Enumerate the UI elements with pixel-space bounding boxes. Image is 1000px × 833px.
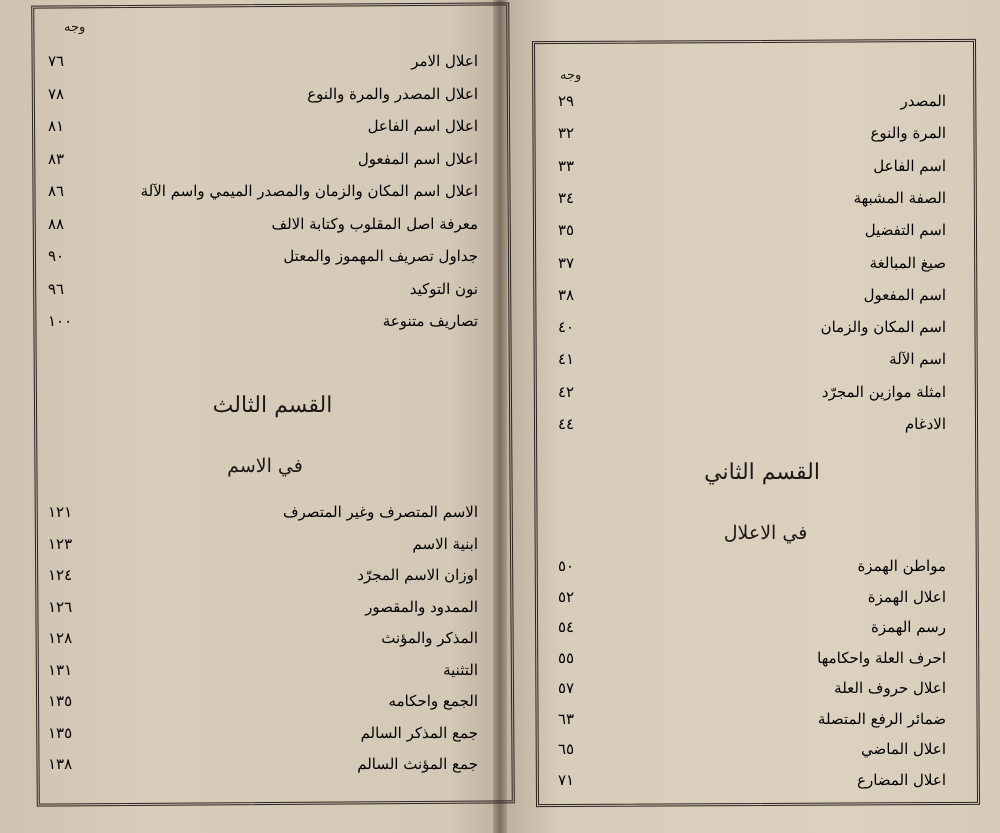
toc-entry-title: الاسم المتصرف وغير المتصرف	[282, 503, 478, 521]
toc-entry-page-number: ٥٥	[558, 648, 575, 667]
toc-entry-title: الادغام	[904, 415, 946, 433]
toc-entry-title: صيغ المبالغة	[869, 253, 946, 272]
toc-entry-page-number: ٩٠	[48, 247, 65, 265]
toc-entry-title: نون التوكيد	[409, 279, 478, 298]
page-header-label: وجه	[560, 68, 582, 83]
toc-entry	[558, 157, 946, 175]
toc-entry	[48, 117, 478, 135]
toc-entry-title: اعلال الماضي	[861, 740, 946, 758]
toc-entry	[48, 280, 478, 298]
toc-entry	[558, 618, 946, 636]
toc-entry	[558, 254, 946, 272]
toc-entry-page-number: ٦٣	[558, 709, 575, 728]
toc-entry-title: اسم الآلة	[889, 350, 946, 369]
toc-entry-page-number: ٣٢	[558, 124, 575, 143]
toc-entry-page-number: ٤٠	[558, 318, 575, 337]
toc-entry	[48, 182, 478, 200]
toc-entry	[48, 503, 478, 521]
toc-entry-page-number: ١٢١	[48, 503, 73, 521]
toc-entry-page-number: ٨٦	[48, 182, 65, 200]
toc-entry-page-number: ٥٢	[558, 587, 575, 606]
toc-entry	[48, 724, 478, 742]
toc-entry-title: اعلال المصدر والمرة والنوع	[307, 84, 478, 103]
toc-entry-title: معرفة اصل المقلوب وكتابة الالف	[271, 214, 478, 233]
section-title: القسم الثالث	[212, 393, 333, 418]
toc-entry	[558, 588, 946, 606]
toc-entry	[48, 661, 478, 679]
toc-entry	[558, 649, 946, 667]
toc-entry-title: جداول تصريف المهموز والمعتل	[283, 247, 478, 265]
toc-entry	[48, 215, 478, 233]
toc-entry-title: احرف العلة واحكامها	[817, 648, 946, 667]
toc-entry-page-number: ٧٨	[48, 84, 65, 103]
section-subtitle: في الاسم	[227, 455, 303, 477]
toc-entry	[558, 740, 946, 758]
toc-entry-title: ضمائر الرفع المتصلة	[817, 709, 946, 728]
toc-entry-title: تصاريف متنوعة	[382, 312, 478, 330]
toc-entry	[558, 383, 946, 401]
toc-entry-page-number: ١٢٦	[48, 597, 73, 616]
toc-entry-title: اعلال حروف العلة	[834, 679, 946, 697]
toc-entry-title: امثلة موازين المجرّد	[821, 382, 946, 401]
toc-entry-title: اعلال اسم المفعول	[357, 149, 478, 168]
toc-entry-page-number: ٧١	[558, 770, 575, 789]
toc-entry	[48, 566, 478, 584]
toc-entry-page-number: ٦٥	[558, 740, 575, 758]
toc-entry-title: مواطن الهمزة	[857, 557, 946, 575]
toc-entry	[48, 629, 478, 647]
toc-entry-page-number: ٨١	[48, 117, 65, 135]
toc-entry-title: الصفة المشبهة	[853, 188, 946, 207]
toc-entry-title: جمع المذكر السالم	[360, 723, 478, 742]
toc-entry	[48, 692, 478, 710]
toc-entry-page-number: ٣٥	[558, 221, 575, 240]
toc-entry	[558, 92, 946, 110]
toc-entry	[48, 535, 478, 553]
section-subtitle: في الاعلال	[723, 522, 808, 544]
toc-entry	[48, 755, 478, 773]
toc-entry-title: اوزان الاسم المجرّد	[357, 566, 478, 584]
toc-entry-title: اسم التفضيل	[864, 221, 946, 240]
toc-entry	[48, 150, 478, 168]
toc-entry	[48, 85, 478, 103]
toc-entry-title: اعلال اسم الفاعل	[367, 117, 478, 135]
toc-entry-title: اسم الفاعل	[873, 156, 946, 175]
toc-entry-title: اعلال اسم المكان والزمان والمصدر الميمي واسم الآلة	[140, 182, 478, 200]
toc-entry-title: التثنية	[443, 660, 478, 679]
toc-entry-page-number: ١٣٥	[48, 723, 73, 742]
toc-entry	[558, 415, 946, 433]
toc-entry	[558, 124, 946, 142]
toc-entry-page-number: ٤٤	[558, 415, 575, 433]
toc-entry-page-number: ٣٤	[558, 188, 575, 207]
toc-entry	[558, 679, 946, 697]
toc-entry-page-number: ٥٧	[558, 679, 575, 697]
toc-entry-page-number: ٣٨	[558, 285, 575, 304]
toc-entry-title: اسم المكان والزمان	[820, 318, 946, 337]
toc-entry-title: اعلال الهمزة	[867, 587, 946, 606]
toc-entry-page-number: ٨٨	[48, 214, 65, 233]
toc-entry-title: اعلال المضارع	[857, 770, 946, 789]
toc-entry-page-number: ٣٧	[558, 253, 575, 272]
toc-entry-page-number: ١٢٣	[48, 534, 73, 553]
toc-entry	[558, 350, 946, 368]
toc-entry	[558, 189, 946, 207]
toc-entry-page-number: ٧٦	[48, 52, 65, 70]
toc-entry-title: جمع المؤنث السالم	[357, 755, 478, 773]
page-header-label: وجه	[64, 20, 86, 35]
toc-entry	[558, 557, 946, 575]
toc-entry	[558, 286, 946, 304]
toc-entry	[558, 318, 946, 336]
toc-entry-page-number: ١٣٥	[48, 692, 73, 710]
toc-entry-page-number: ٤١	[558, 350, 575, 369]
toc-entry-title: المرة والنوع	[870, 124, 946, 143]
toc-entry-title: اسم المفعول	[863, 285, 946, 304]
section-title: القسم الثاني	[704, 460, 820, 485]
toc-entry-page-number: ١٠٠	[48, 312, 73, 330]
toc-entry	[48, 312, 478, 330]
toc-entry-title: الجمع واحكامه	[388, 692, 478, 710]
toc-entry-page-number: ١٣١	[48, 660, 73, 679]
toc-entry-page-number: ٢٩	[558, 92, 575, 110]
toc-entry-page-number: ٤٢	[558, 382, 575, 401]
toc-entry	[48, 247, 478, 265]
toc-entry-page-number: ١٣٨	[48, 755, 73, 773]
toc-entry-title: المصدر	[900, 92, 946, 110]
toc-entry-page-number: ١٢٨	[48, 629, 73, 647]
toc-entry-page-number: ٥٠	[558, 557, 575, 575]
toc-entry-title: رسم الهمزة	[870, 618, 946, 636]
toc-entry	[558, 221, 946, 239]
toc-entry-page-number: ٨٣	[48, 149, 65, 168]
toc-entry-title: ابنية الاسم	[412, 534, 478, 553]
toc-entry-page-number: ١٢٤	[48, 566, 73, 584]
toc-entry	[558, 710, 946, 728]
toc-entry	[558, 771, 946, 789]
toc-entry	[48, 52, 478, 70]
toc-entry	[48, 598, 478, 616]
toc-entry-title: اعلال الامر	[411, 52, 478, 70]
toc-entry-title: المذكر والمؤنث	[381, 629, 478, 647]
toc-entry-page-number: ٩٦	[48, 279, 65, 298]
toc-entry-title: الممدود والمقصور	[365, 597, 478, 616]
toc-entry-page-number: ٣٣	[558, 156, 575, 175]
toc-entry-page-number: ٥٤	[558, 618, 575, 636]
